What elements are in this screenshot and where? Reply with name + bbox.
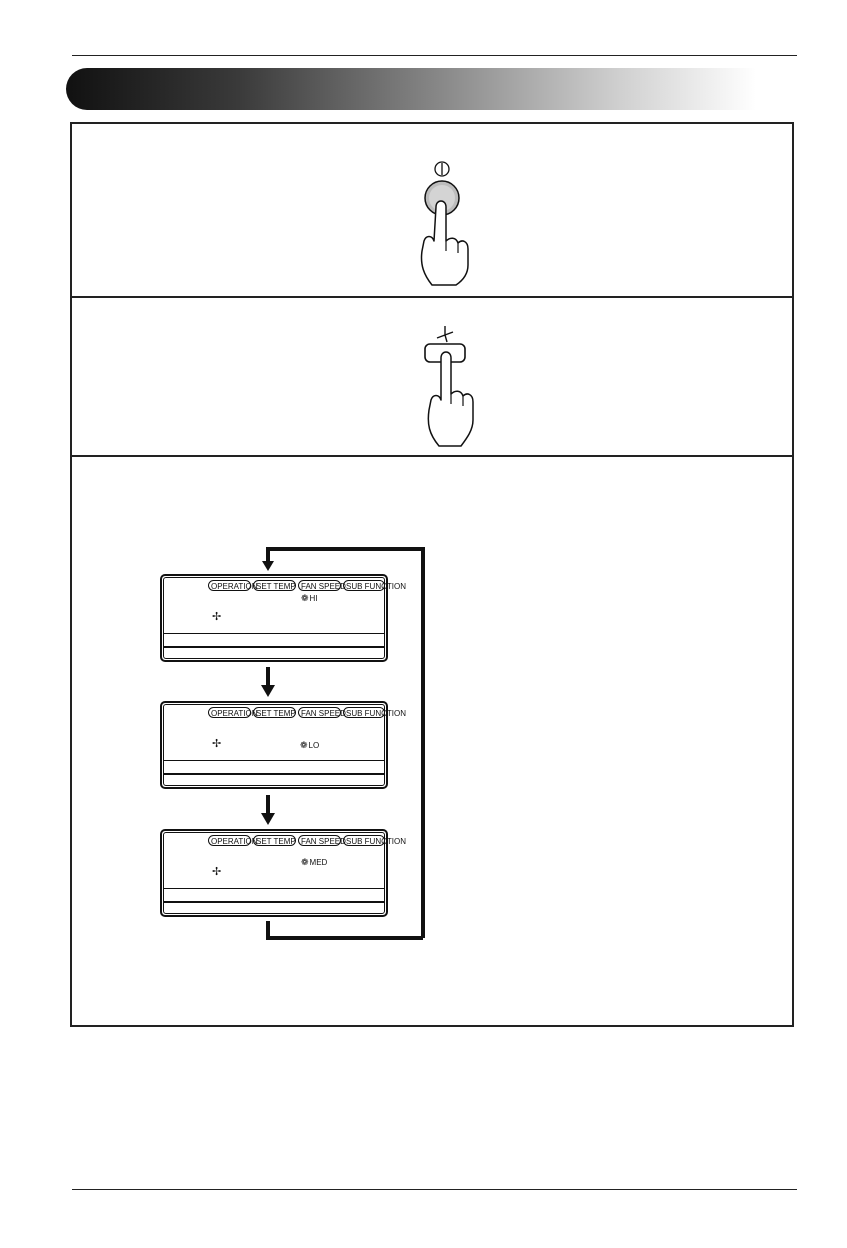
fan-speed-pill: FAN SPEED — [298, 835, 341, 846]
section-banner — [66, 68, 756, 110]
fan-speed-label: LO — [308, 741, 320, 750]
fan-speed-indicator — [300, 740, 319, 751]
operation-pill: OPERATION — [208, 835, 251, 846]
fan-speed-icon: ❁ — [300, 740, 308, 750]
lcd-display-lo — [160, 701, 406, 789]
fan-icon — [437, 326, 453, 342]
fan-speed-pill: FAN SPEED — [298, 580, 341, 591]
top-rule — [72, 55, 797, 56]
operation-pill: OPERATION — [208, 580, 251, 591]
fan-mode-icon: ✢ — [212, 866, 222, 878]
fan-speed-icon: ❁ — [301, 857, 309, 867]
sub-function-pill: SUB FUNCTION — [343, 835, 385, 846]
bottom-rule — [72, 1189, 797, 1190]
operation-pill: OPERATION — [208, 707, 251, 718]
row-divider-2 — [70, 455, 794, 457]
set-temp-pill: SET TEMP — [253, 707, 296, 718]
pressing-hand — [421, 201, 468, 285]
row-divider-1 — [70, 296, 794, 298]
lcd-display-med — [160, 829, 406, 917]
fan-mode-icon: ✢ — [212, 738, 222, 750]
set-temp-pill: SET TEMP — [253, 835, 296, 846]
fan-speed-icon: ❁ — [301, 593, 309, 603]
fan-speed-indicator — [301, 593, 318, 604]
sub-function-pill: SUB FUNCTION — [343, 707, 385, 718]
fan-speed-label: MED — [309, 858, 328, 867]
sub-function-pill: SUB FUNCTION — [343, 580, 385, 591]
fan-mode-icon: ✢ — [212, 611, 222, 623]
set-temp-pill: SET TEMP — [253, 580, 296, 591]
fan-speed-pill: FAN SPEED — [298, 707, 341, 718]
power-icon — [435, 162, 449, 176]
lcd-display-hi — [160, 574, 406, 662]
fan-speed-indicator — [301, 857, 327, 868]
power-button-illustration — [410, 155, 490, 290]
fan-speed-label: HI — [309, 594, 318, 603]
fan-button-illustration — [415, 322, 495, 452]
